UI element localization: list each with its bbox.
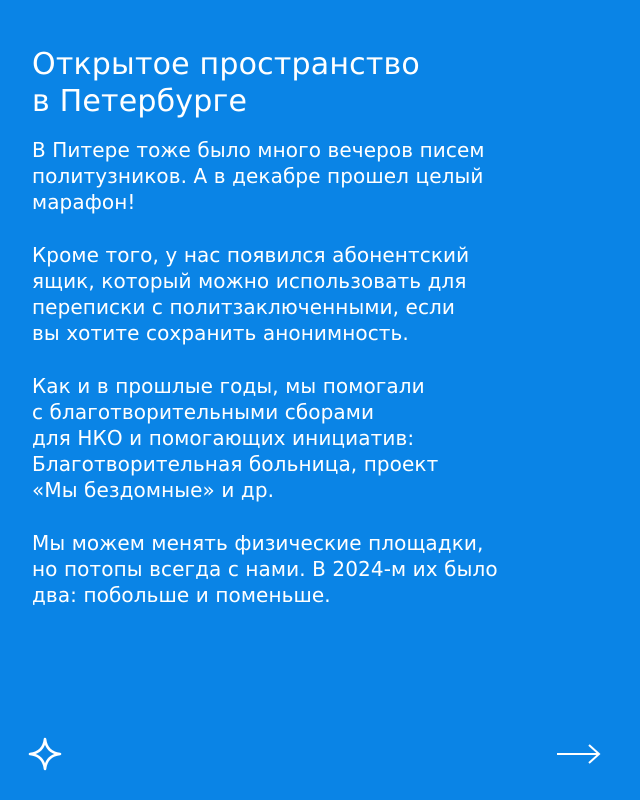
text-line: В Питере тоже было много вечеров писем <box>32 138 485 162</box>
paragraph-floods <box>32 530 622 608</box>
slide-title-line: Открытое пространство <box>32 47 420 82</box>
text-line: для НКО и помогающих инициатив: <box>32 426 415 450</box>
slide-title <box>32 46 608 120</box>
text-line: политузников. А в декабре прошел целый <box>32 164 484 188</box>
text-line: Как и в прошлые годы, мы помогали <box>32 374 425 398</box>
arrow-right-icon[interactable] <box>555 740 603 768</box>
paragraph-po-box <box>32 242 622 346</box>
paragraph-letter-evenings <box>32 137 622 215</box>
text-line: Благотворительная больница, проект <box>32 452 439 476</box>
text-line: «Мы бездомные» и др. <box>32 478 275 502</box>
text-line: два: побольше и поменьше. <box>32 583 331 607</box>
slide-title-line: в Петербурге <box>32 84 248 119</box>
text-line: Мы можем менять физические площадки, <box>32 531 484 555</box>
text-line: переписки с политзаключенными, если <box>32 295 456 319</box>
text-line: с благотворительными сборами <box>32 400 375 424</box>
paragraph-charity <box>32 373 622 503</box>
text-line: Кроме того, у нас появился абонентский <box>32 243 470 267</box>
text-line: вы хотите сохранить анонимность. <box>32 321 409 345</box>
text-line: но потопы всегда с нами. В 2024-м их было <box>32 557 498 581</box>
slide-body <box>32 137 622 635</box>
sparkle-star-outline-icon <box>28 737 62 771</box>
text-line: ящик, который можно использовать для <box>32 269 467 293</box>
text-line: марафон! <box>32 190 136 214</box>
